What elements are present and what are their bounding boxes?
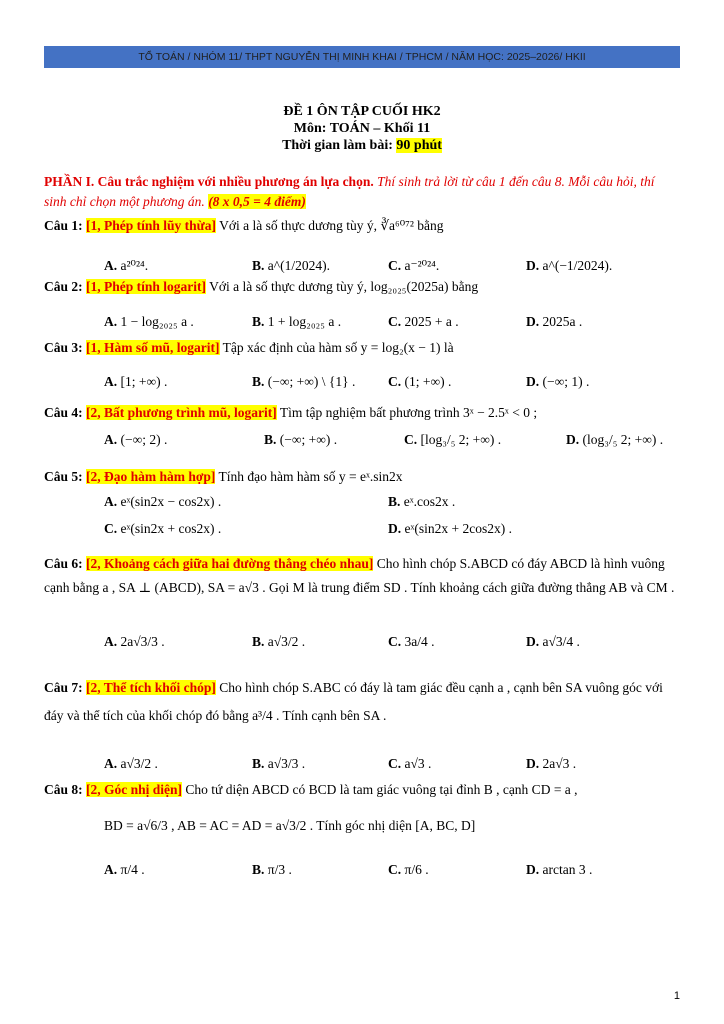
question-topic: [1, Phép tính logarit] — [86, 279, 207, 294]
q4-option-d[interactable]: D. (log₃/₅ 2; +∞) . — [566, 432, 664, 447]
question-label: Câu 1: — [44, 218, 83, 233]
question-topic: [2, Thể tích khối chóp] — [86, 680, 216, 695]
question-topic: [1, Phép tính lũy thừa] — [86, 218, 217, 233]
exam-subject: Môn: TOÁN – Khối 11 — [293, 121, 431, 136]
q8-option-c[interactable]: C. π/6 . — [388, 862, 429, 877]
question-text: Tính đạo hàm hàm số y = eˣ.sin2x — [215, 469, 403, 484]
part-title: PHẦN I. Câu trắc nghiệm với nhiều phương án lựa chọn. — [44, 174, 374, 189]
q4-option-b[interactable]: B. (−∞; +∞) . — [264, 432, 338, 447]
part-intro — [44, 172, 680, 212]
q1-option-d[interactable]: D. a^(−1/2024). — [526, 258, 613, 273]
q7-option-b[interactable]: B. a√3/3 . — [252, 756, 306, 771]
question-label: Câu 8: — [44, 782, 83, 797]
q5-option-b[interactable]: B. eˣ.cos2x . — [388, 494, 456, 509]
q2-option-d[interactable]: D. 2025a . — [526, 314, 583, 329]
q8-line-2: BD = a√6/3 , AB = AC = AD = a√3/2 . Tính góc nhị diện [A, BC, D] — [104, 818, 476, 833]
exam-time-label: Thời gian làm bài: — [282, 138, 397, 153]
question-1 — [44, 216, 680, 236]
q6-option-c[interactable]: C. 3a/4 . — [388, 634, 435, 649]
question-topic: [2, Bất phương trình mũ, logarit] — [86, 405, 277, 420]
exam-title: ĐỀ 1 ÔN TẬP CUỐI HK2 — [283, 104, 441, 119]
question-text: Với a là số thực dương tùy ý, ∛a⁶⁰⁷² bằng — [216, 218, 444, 233]
question-text: Với a là số thực dương tùy ý, log₂₀₂₅(2025a) bằng — [206, 279, 479, 294]
q2-option-a[interactable]: A. 1 − log₂₀₂₅ a . — [104, 314, 194, 329]
q6-option-a[interactable]: A. 2a√3/3 . — [104, 634, 165, 649]
question-label: Câu 7: — [44, 680, 83, 695]
q8-option-d[interactable]: D. arctan 3 . — [526, 862, 593, 877]
part-instruction: Thí sinh trả lời từ câu 1 đến câu 8. Mỗi câu hỏi, thí sinh chỉ chọn một phương án. — [44, 174, 655, 209]
question-6 — [44, 552, 680, 600]
question-text: Cho hình chóp S.ABCD có đáy ABCD là hình vuông cạnh bằng a , SA ⊥ (ABCD), SA = a√3 . Gọi M là trung điểm SD . Tính khoảng cách giữa đường thẳng AB và CM . — [44, 556, 675, 595]
page-number: 1 — [673, 990, 680, 1002]
question-topic: [2, Khoảng cách giữa hai đường thẳng chéo nhau] — [86, 556, 374, 571]
q2-option-c[interactable]: C. 2025 + a . — [388, 314, 459, 329]
q7-option-a[interactable]: A. a√3/2 . — [104, 756, 158, 771]
question-text: Cho hình chóp S.ABC có đáy là tam giác đều cạnh a , cạnh bên SA vuông góc với đáy và thể tích của khối chóp đó bằng a³/4 . Tính cạnh bên SA . — [44, 680, 663, 723]
q5-option-a[interactable]: A. eˣ(sin2x − cos2x) . — [104, 494, 222, 509]
question-label: Câu 4: — [44, 405, 83, 420]
q6-option-b[interactable]: B. a√3/2 . — [252, 634, 306, 649]
question-label: Câu 5: — [44, 469, 83, 484]
question-topic: [2, Góc nhị diện] — [86, 782, 183, 797]
question-topic: [2, Đạo hàm hàm hợp] — [86, 469, 216, 484]
exam-time — [0, 138, 724, 154]
q4-option-a[interactable]: A. (−∞; 2) . — [104, 432, 168, 447]
q3-option-c[interactable]: C. (1; +∞) . — [388, 374, 452, 389]
q2-option-b[interactable]: B. 1 + log₂₀₂₅ a . — [252, 314, 342, 329]
q5-option-d[interactable]: D. eˣ(sin2x + 2cos2x) . — [388, 521, 512, 536]
exam-time-value: 90 phút — [396, 138, 442, 153]
q6-option-d[interactable]: D. a√3/4 . — [526, 634, 580, 649]
q4-option-c[interactable]: C. [log₃/₅ 2; +∞) . — [404, 432, 502, 447]
question-label: Câu 3: — [44, 340, 83, 355]
q5-option-c[interactable]: C. eˣ(sin2x + cos2x) . — [104, 521, 222, 536]
question-topic: [1, Hàm số mũ, logarit] — [86, 340, 220, 355]
q7-option-d[interactable]: D. 2a√3 . — [526, 756, 577, 771]
q3-option-b[interactable]: B. (−∞; +∞) \ {1} . — [252, 374, 356, 389]
q1-option-c[interactable]: C. a⁻²⁰²⁴. — [388, 258, 440, 273]
q8-option-a[interactable]: A. π/4 . — [104, 862, 145, 877]
q8-option-b[interactable]: B. π/3 . — [252, 862, 292, 877]
question-2 — [44, 277, 680, 297]
question-5 — [44, 467, 680, 487]
question-4 — [44, 403, 680, 423]
question-label: Câu 2: — [44, 279, 83, 294]
q3-option-d[interactable]: D. (−∞; 1) . — [526, 374, 590, 389]
question-7 — [44, 674, 680, 730]
question-3 — [44, 338, 680, 358]
question-text: Tập xác định của hàm số y = log₂(x − 1) là — [219, 340, 454, 355]
q1-option-a[interactable]: A. a²⁰²⁴. — [104, 258, 149, 273]
q3-option-a[interactable]: A. [1; +∞) . — [104, 374, 168, 389]
q1-option-b[interactable]: B. a^(1/2024). — [252, 258, 330, 273]
part-score: (8 x 0,5 = 4 điểm) — [208, 194, 306, 209]
question-8 — [44, 780, 680, 800]
question-text: Tìm tập nghiệm bất phương trình 3ˣ − 2.5ˣ < 0 ; — [276, 405, 538, 420]
header-banner: TỔ TOÁN / NHÓM 11/ THPT NGUYỄN THỊ MINH KHAI / TPHCM / NĂM HỌC: 2025–2026/ HKII — [44, 46, 680, 68]
question-text: Cho tứ diện ABCD có BCD là tam giác vuông tại đỉnh B , cạnh CD = a , — [182, 782, 578, 797]
question-label: Câu 6: — [44, 556, 83, 571]
q7-option-c[interactable]: C. a√3 . — [388, 756, 432, 771]
